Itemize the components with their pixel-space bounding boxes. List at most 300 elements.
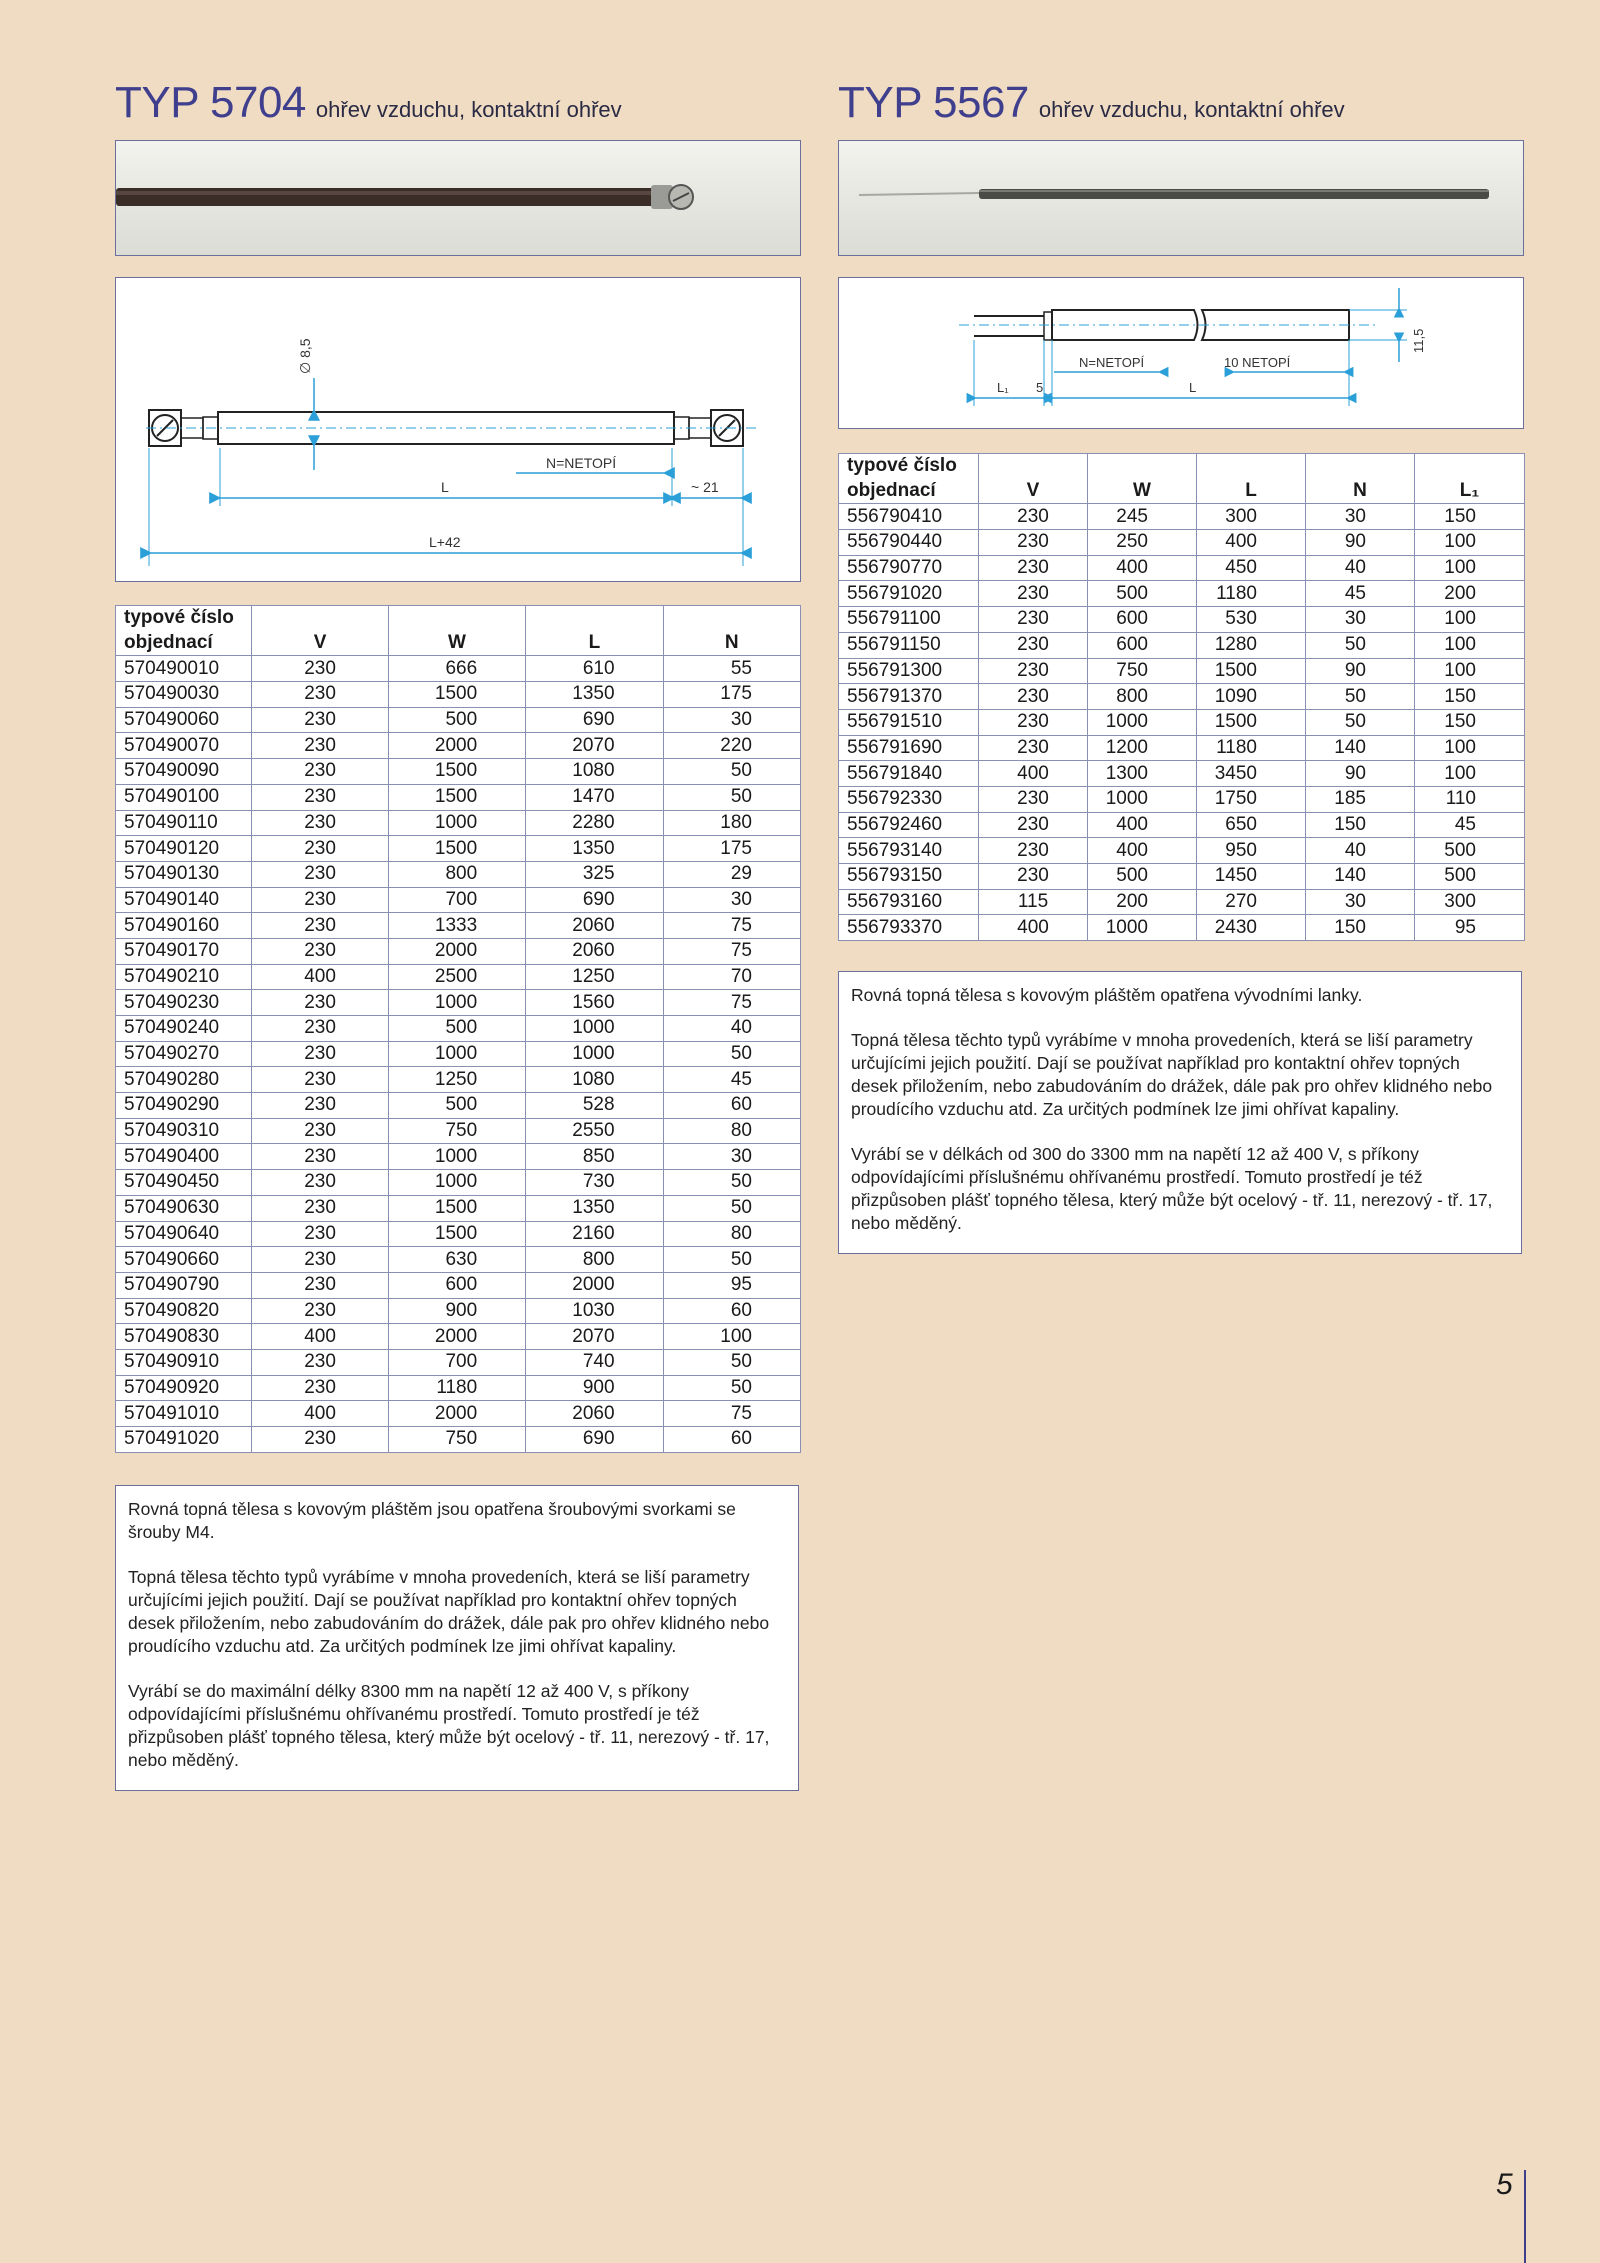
page-number: 5 (1496, 2168, 1513, 2201)
table-row (116, 1349, 801, 1375)
table-row (839, 761, 1525, 787)
value-cell: 400 (979, 915, 1088, 941)
value-cell: 230 (252, 1041, 388, 1067)
value-cell: 1180 (1197, 581, 1306, 607)
value-cell: 30 (1306, 504, 1415, 530)
value-cell: 400 (252, 1401, 388, 1427)
value-cell: 230 (979, 735, 1088, 761)
value-cell: 95 (663, 1272, 800, 1298)
value-cell: 500 (388, 1016, 525, 1042)
value-cell: 270 (1197, 889, 1306, 915)
order-code-cell: 556793370 (839, 915, 979, 941)
value-cell: 60 (663, 1093, 800, 1119)
value-cell: 230 (252, 1221, 388, 1247)
value-cell: 300 (1197, 504, 1306, 530)
table-row (116, 1375, 801, 1401)
order-code-cell: 556790410 (839, 504, 979, 530)
value-cell: 1000 (388, 1170, 525, 1196)
table-row (839, 864, 1525, 890)
order-code-cell: 570490140 (116, 887, 252, 913)
order-code-cell: 570490110 (116, 810, 252, 836)
value-cell: 1200 (1088, 735, 1197, 761)
value-cell: 600 (388, 1272, 525, 1298)
table-row (116, 784, 801, 810)
table-row (839, 735, 1525, 761)
header-order-code: objednací (116, 631, 252, 656)
value-cell: 2070 (526, 1324, 663, 1350)
value-cell: 690 (526, 1427, 663, 1453)
value-cell: 175 (663, 836, 800, 862)
table-row (839, 889, 1525, 915)
value-cell: 90 (1306, 658, 1415, 684)
value-cell: 140 (1306, 864, 1415, 890)
value-cell: 50 (663, 784, 800, 810)
order-code-cell: 556791370 (839, 684, 979, 710)
value-cell: 30 (1306, 889, 1415, 915)
header-w: W (388, 631, 525, 656)
order-code-cell: 556790770 (839, 555, 979, 581)
order-code-cell: 570491020 (116, 1427, 252, 1453)
order-code-cell: 556790440 (839, 530, 979, 556)
table-row (116, 1016, 801, 1042)
table-row (116, 1195, 801, 1221)
order-code-cell: 570490120 (116, 836, 252, 862)
value-cell: 950 (1197, 838, 1306, 864)
value-cell: 1300 (1088, 761, 1197, 787)
value-cell: 90 (1306, 530, 1415, 556)
order-code-cell: 556792460 (839, 812, 979, 838)
table-row (116, 1427, 801, 1453)
order-code-cell: 556792330 (839, 786, 979, 812)
value-cell: 1350 (526, 1195, 663, 1221)
value-cell: 2060 (526, 913, 663, 939)
value-cell: 200 (1088, 889, 1197, 915)
dim-n: N=NETOPÍ (1079, 355, 1145, 370)
order-code-cell: 556793160 (839, 889, 979, 915)
order-code-cell: 570490630 (116, 1195, 252, 1221)
table-row (116, 1324, 801, 1350)
value-cell: 30 (663, 887, 800, 913)
table-row (116, 1298, 801, 1324)
order-code-cell: 570490210 (116, 964, 252, 990)
value-cell: 1000 (388, 1144, 525, 1170)
order-code-cell: 570490280 (116, 1067, 252, 1093)
value-cell: 185 (1306, 786, 1415, 812)
value-cell: 140 (1306, 735, 1415, 761)
order-code-cell: 570490910 (116, 1349, 252, 1375)
value-cell: 75 (663, 990, 800, 1016)
value-cell: 45 (1415, 812, 1525, 838)
order-code-cell: 570490030 (116, 682, 252, 708)
value-cell: 400 (1088, 838, 1197, 864)
value-cell: 850 (526, 1144, 663, 1170)
value-cell: 1180 (1197, 735, 1306, 761)
table-row (116, 836, 801, 862)
table-row (839, 530, 1525, 556)
order-code-cell: 570491010 (116, 1401, 252, 1427)
table-row (116, 938, 801, 964)
header-v: V (252, 631, 388, 656)
value-cell: 220 (663, 733, 800, 759)
value-cell: 30 (663, 707, 800, 733)
value-cell: 650 (1197, 812, 1306, 838)
header-n: N (663, 631, 800, 656)
technical-drawing (115, 277, 801, 582)
dim-l1: L₁ (997, 380, 1009, 395)
value-cell: 50 (663, 1170, 800, 1196)
order-code-cell: 570490070 (116, 733, 252, 759)
value-cell: 400 (252, 964, 388, 990)
value-cell: 2550 (526, 1118, 663, 1144)
value-cell: 100 (663, 1324, 800, 1350)
value-cell: 75 (663, 938, 800, 964)
value-cell: 230 (252, 707, 388, 733)
value-cell: 230 (979, 504, 1088, 530)
value-cell: 3450 (1197, 761, 1306, 787)
table-row (839, 632, 1525, 658)
value-cell: 1280 (1197, 632, 1306, 658)
section-heading (838, 78, 1345, 128)
value-cell: 230 (252, 1427, 388, 1453)
table-row (839, 786, 1525, 812)
value-cell: 45 (663, 1067, 800, 1093)
order-code-cell: 556791510 (839, 709, 979, 735)
value-cell: 80 (663, 1221, 800, 1247)
value-cell: 80 (663, 1118, 800, 1144)
value-cell: 1500 (388, 759, 525, 785)
table-row (839, 581, 1525, 607)
value-cell: 230 (252, 1144, 388, 1170)
table-row (116, 733, 801, 759)
value-cell: 200 (1415, 581, 1525, 607)
table-row (839, 684, 1525, 710)
description-paragraph: Topná tělesa těchto typů vyrábíme v mnoha provedeních, která se liší parametry určujícími jejich použití. Dají se používat například pro kontaktní ohřev topných desek přiložením, nebo zabudováním do drážek, dále pak pro ohřev klidného nebo proudícího vzduchu atd. Za určitých podmínek lze jimi ohřívat kapaliny. (851, 1030, 1493, 1119)
table-row (116, 861, 801, 887)
value-cell: 230 (979, 864, 1088, 890)
value-cell: 1180 (388, 1375, 525, 1401)
table-row (116, 1118, 801, 1144)
value-cell: 230 (252, 1170, 388, 1196)
value-cell: 230 (252, 784, 388, 810)
value-cell: 690 (526, 707, 663, 733)
table-row (116, 656, 801, 682)
order-code-cell: 570490310 (116, 1118, 252, 1144)
value-cell: 180 (663, 810, 800, 836)
value-cell: 100 (1415, 658, 1525, 684)
value-cell: 500 (388, 1093, 525, 1119)
value-cell: 230 (252, 1349, 388, 1375)
value-cell: 1350 (526, 682, 663, 708)
table-row (116, 1170, 801, 1196)
value-cell: 1750 (1197, 786, 1306, 812)
header-type-number: typové číslo (116, 606, 252, 631)
value-cell: 800 (526, 1247, 663, 1273)
order-code-cell: 570490830 (116, 1324, 252, 1350)
value-cell: 800 (1088, 684, 1197, 710)
value-cell: 1500 (388, 836, 525, 862)
table-row (839, 555, 1525, 581)
value-cell: 230 (252, 938, 388, 964)
value-cell: 1250 (526, 964, 663, 990)
value-cell: 900 (388, 1298, 525, 1324)
value-cell: 50 (663, 759, 800, 785)
table-row (116, 1093, 801, 1119)
value-cell: 115 (979, 889, 1088, 915)
table-row (116, 1041, 801, 1067)
value-cell: 1470 (526, 784, 663, 810)
value-cell: 1500 (388, 1195, 525, 1221)
value-cell: 50 (1306, 684, 1415, 710)
description-paragraph: Topná tělesa těchto typů vyrábíme v mnoha provedeních, která se liší parametry určujícími jejich použití. Dají se používat například pro kontaktní ohřev topných desek přiložením, nebo zabudováním do drážek, dále pak pro ohřev klidného nebo proudícího vzduchu atd. Za určitých podmínek lze jimi ohřívat kapaliny. (128, 1567, 770, 1656)
value-cell: 1560 (526, 990, 663, 1016)
value-cell: 666 (388, 656, 525, 682)
header-v: V (979, 479, 1088, 504)
order-code-cell: 570490010 (116, 656, 252, 682)
value-cell: 150 (1306, 915, 1415, 941)
order-code-cell: 556793140 (839, 838, 979, 864)
value-cell: 2000 (388, 938, 525, 964)
product-photo (115, 140, 801, 256)
order-code-cell: 570490920 (116, 1375, 252, 1401)
description-paragraph: Rovná topná tělesa s kovovým pláštěm opatřena vývodními lanky. (851, 985, 1363, 1005)
dim-unheated: 10 NETOPÍ (1224, 355, 1291, 370)
table-row (839, 658, 1525, 684)
value-cell: 630 (388, 1247, 525, 1273)
value-cell: 230 (252, 1272, 388, 1298)
value-cell: 1500 (1197, 709, 1306, 735)
value-cell: 1030 (526, 1298, 663, 1324)
value-cell: 740 (526, 1349, 663, 1375)
value-cell: 230 (252, 759, 388, 785)
value-cell: 750 (388, 1427, 525, 1453)
value-cell: 150 (1306, 812, 1415, 838)
value-cell: 1000 (388, 810, 525, 836)
type-subtitle: ohřev vzduchu, kontaktní ohřev (1038, 97, 1345, 122)
value-cell: 300 (1415, 889, 1525, 915)
value-cell: 75 (663, 913, 800, 939)
value-cell: 100 (1415, 530, 1525, 556)
value-cell: 150 (1415, 684, 1525, 710)
order-code-cell: 556791020 (839, 581, 979, 607)
value-cell: 500 (1088, 581, 1197, 607)
value-cell: 230 (252, 1247, 388, 1273)
value-cell: 40 (1306, 838, 1415, 864)
value-cell: 700 (388, 1349, 525, 1375)
order-code-cell: 570490790 (116, 1272, 252, 1298)
value-cell: 1080 (526, 759, 663, 785)
value-cell: 50 (663, 1375, 800, 1401)
header-order-code: objednací (839, 479, 979, 504)
value-cell: 1500 (388, 1221, 525, 1247)
value-cell: 30 (1306, 607, 1415, 633)
header-type-number: typové číslo (839, 454, 979, 479)
value-cell: 40 (1306, 555, 1415, 581)
order-code-cell: 570490270 (116, 1041, 252, 1067)
table-row (116, 1221, 801, 1247)
technical-drawing (838, 277, 1524, 429)
type-title: TYP 5704 (115, 78, 306, 127)
value-cell: 230 (252, 990, 388, 1016)
value-cell: 100 (1415, 761, 1525, 787)
table-row (116, 810, 801, 836)
order-code-cell: 570490130 (116, 861, 252, 887)
value-cell: 1450 (1197, 864, 1306, 890)
value-cell: 1500 (388, 682, 525, 708)
value-cell: 690 (526, 887, 663, 913)
value-cell: 530 (1197, 607, 1306, 633)
value-cell: 400 (252, 1324, 388, 1350)
value-cell: 900 (526, 1375, 663, 1401)
order-code-cell: 570490240 (116, 1016, 252, 1042)
value-cell: 230 (979, 658, 1088, 684)
value-cell: 50 (663, 1247, 800, 1273)
value-cell: 450 (1197, 555, 1306, 581)
value-cell: 100 (1415, 555, 1525, 581)
value-cell: 2000 (526, 1272, 663, 1298)
header-n: N (1306, 479, 1415, 504)
value-cell: 600 (1088, 632, 1197, 658)
value-cell: 230 (252, 836, 388, 862)
value-cell: 50 (1306, 632, 1415, 658)
table-row (116, 759, 801, 785)
value-cell: 50 (663, 1041, 800, 1067)
value-cell: 230 (252, 682, 388, 708)
value-cell: 230 (979, 607, 1088, 633)
order-code-cell: 570490060 (116, 707, 252, 733)
value-cell: 2070 (526, 733, 663, 759)
value-cell: 40 (663, 1016, 800, 1042)
order-code-cell: 556791150 (839, 632, 979, 658)
value-cell: 50 (663, 1349, 800, 1375)
value-cell: 400 (1197, 530, 1306, 556)
table-row (839, 607, 1525, 633)
table-row (839, 915, 1525, 941)
value-cell: 500 (1088, 864, 1197, 890)
value-cell: 150 (1415, 504, 1525, 530)
value-cell: 2000 (388, 733, 525, 759)
value-cell: 230 (252, 1298, 388, 1324)
dim-five: 5 (1036, 380, 1044, 395)
value-cell: 325 (526, 861, 663, 887)
value-cell: 90 (1306, 761, 1415, 787)
order-code-cell: 570490400 (116, 1144, 252, 1170)
table-row (839, 504, 1525, 530)
dim-tail: ~ 21 (691, 479, 719, 495)
value-cell: 50 (1306, 709, 1415, 735)
value-cell: 45 (1306, 581, 1415, 607)
dim-l: L (1189, 380, 1197, 395)
table-row (116, 887, 801, 913)
order-code-cell: 556791300 (839, 658, 979, 684)
order-code-cell: 570490090 (116, 759, 252, 785)
value-cell: 230 (252, 1118, 388, 1144)
value-cell: 70 (663, 964, 800, 990)
description-paragraph: Vyrábí se do maximální délky 8300 mm na napětí 12 až 400 V, s příkony odpovídajícími příslušnému ohřívanému prostředí. Tomuto prostředí je též přizpůsoben plášť topného tělesa, který může být ocelový - tř. 11, nerezový - tř. 17, nebo měděný. (128, 1681, 770, 1770)
value-cell: 230 (252, 1016, 388, 1042)
value-cell: 230 (252, 1093, 388, 1119)
table-row (839, 812, 1525, 838)
order-code-cell: 570490640 (116, 1221, 252, 1247)
spec-table (115, 605, 801, 1453)
table-row (116, 1067, 801, 1093)
value-cell: 230 (979, 838, 1088, 864)
value-cell: 500 (1415, 864, 1525, 890)
value-cell: 400 (1088, 555, 1197, 581)
table-row (116, 1247, 801, 1273)
value-cell: 230 (252, 913, 388, 939)
value-cell: 1000 (388, 990, 525, 1016)
value-cell: 1000 (526, 1016, 663, 1042)
value-cell: 230 (979, 581, 1088, 607)
value-cell: 55 (663, 656, 800, 682)
value-cell: 2500 (388, 964, 525, 990)
value-cell: 95 (1415, 915, 1525, 941)
order-code-cell: 556791100 (839, 607, 979, 633)
value-cell: 2000 (388, 1401, 525, 1427)
description-paragraph: Vyrábí se v délkách od 300 do 3300 mm na napětí 12 až 400 V, s příkony odpovídajícími příslušnému ohřívanému prostředí. Tomuto prostředí je též přizpůsoben plášť topného tělesa, který může být ocelový - tř. 11, nerezový - tř. 17, nebo měděný. (851, 1144, 1493, 1233)
value-cell: 528 (526, 1093, 663, 1119)
value-cell: 2060 (526, 1401, 663, 1427)
type-title: TYP 5567 (838, 78, 1029, 127)
header-l: L (526, 631, 663, 656)
order-code-cell: 556793150 (839, 864, 979, 890)
dim-total: L+42 (429, 534, 461, 550)
table-row (116, 1144, 801, 1170)
value-cell: 230 (979, 555, 1088, 581)
value-cell: 1500 (388, 784, 525, 810)
table-row (839, 709, 1525, 735)
order-code-cell: 556791690 (839, 735, 979, 761)
table-row (116, 1401, 801, 1427)
value-cell: 230 (252, 887, 388, 913)
value-cell: 230 (979, 632, 1088, 658)
spec-table (838, 453, 1525, 941)
value-cell: 60 (663, 1427, 800, 1453)
value-cell: 2430 (1197, 915, 1306, 941)
order-code-cell: 570490160 (116, 913, 252, 939)
value-cell: 800 (388, 861, 525, 887)
value-cell: 500 (1415, 838, 1525, 864)
page-rule (1524, 2170, 1526, 2263)
order-code-cell: 570490100 (116, 784, 252, 810)
value-cell: 230 (979, 812, 1088, 838)
value-cell: 50 (663, 1195, 800, 1221)
value-cell: 1333 (388, 913, 525, 939)
value-cell: 29 (663, 861, 800, 887)
table-row (116, 964, 801, 990)
header-l1: L₁ (1415, 479, 1525, 504)
value-cell: 230 (252, 656, 388, 682)
value-cell: 250 (1088, 530, 1197, 556)
description-box (838, 971, 1522, 1254)
value-cell: 100 (1415, 735, 1525, 761)
order-code-cell: 570490290 (116, 1093, 252, 1119)
value-cell: 2160 (526, 1221, 663, 1247)
value-cell: 400 (979, 761, 1088, 787)
order-code-cell: 570490170 (116, 938, 252, 964)
value-cell: 2000 (388, 1324, 525, 1350)
value-cell: 500 (388, 707, 525, 733)
value-cell: 175 (663, 682, 800, 708)
order-code-cell: 570490230 (116, 990, 252, 1016)
value-cell: 230 (979, 709, 1088, 735)
value-cell: 100 (1415, 632, 1525, 658)
value-cell: 1000 (526, 1041, 663, 1067)
value-cell: 750 (1088, 658, 1197, 684)
value-cell: 600 (1088, 607, 1197, 633)
dim-l: L (441, 479, 449, 495)
order-code-cell: 570490660 (116, 1247, 252, 1273)
